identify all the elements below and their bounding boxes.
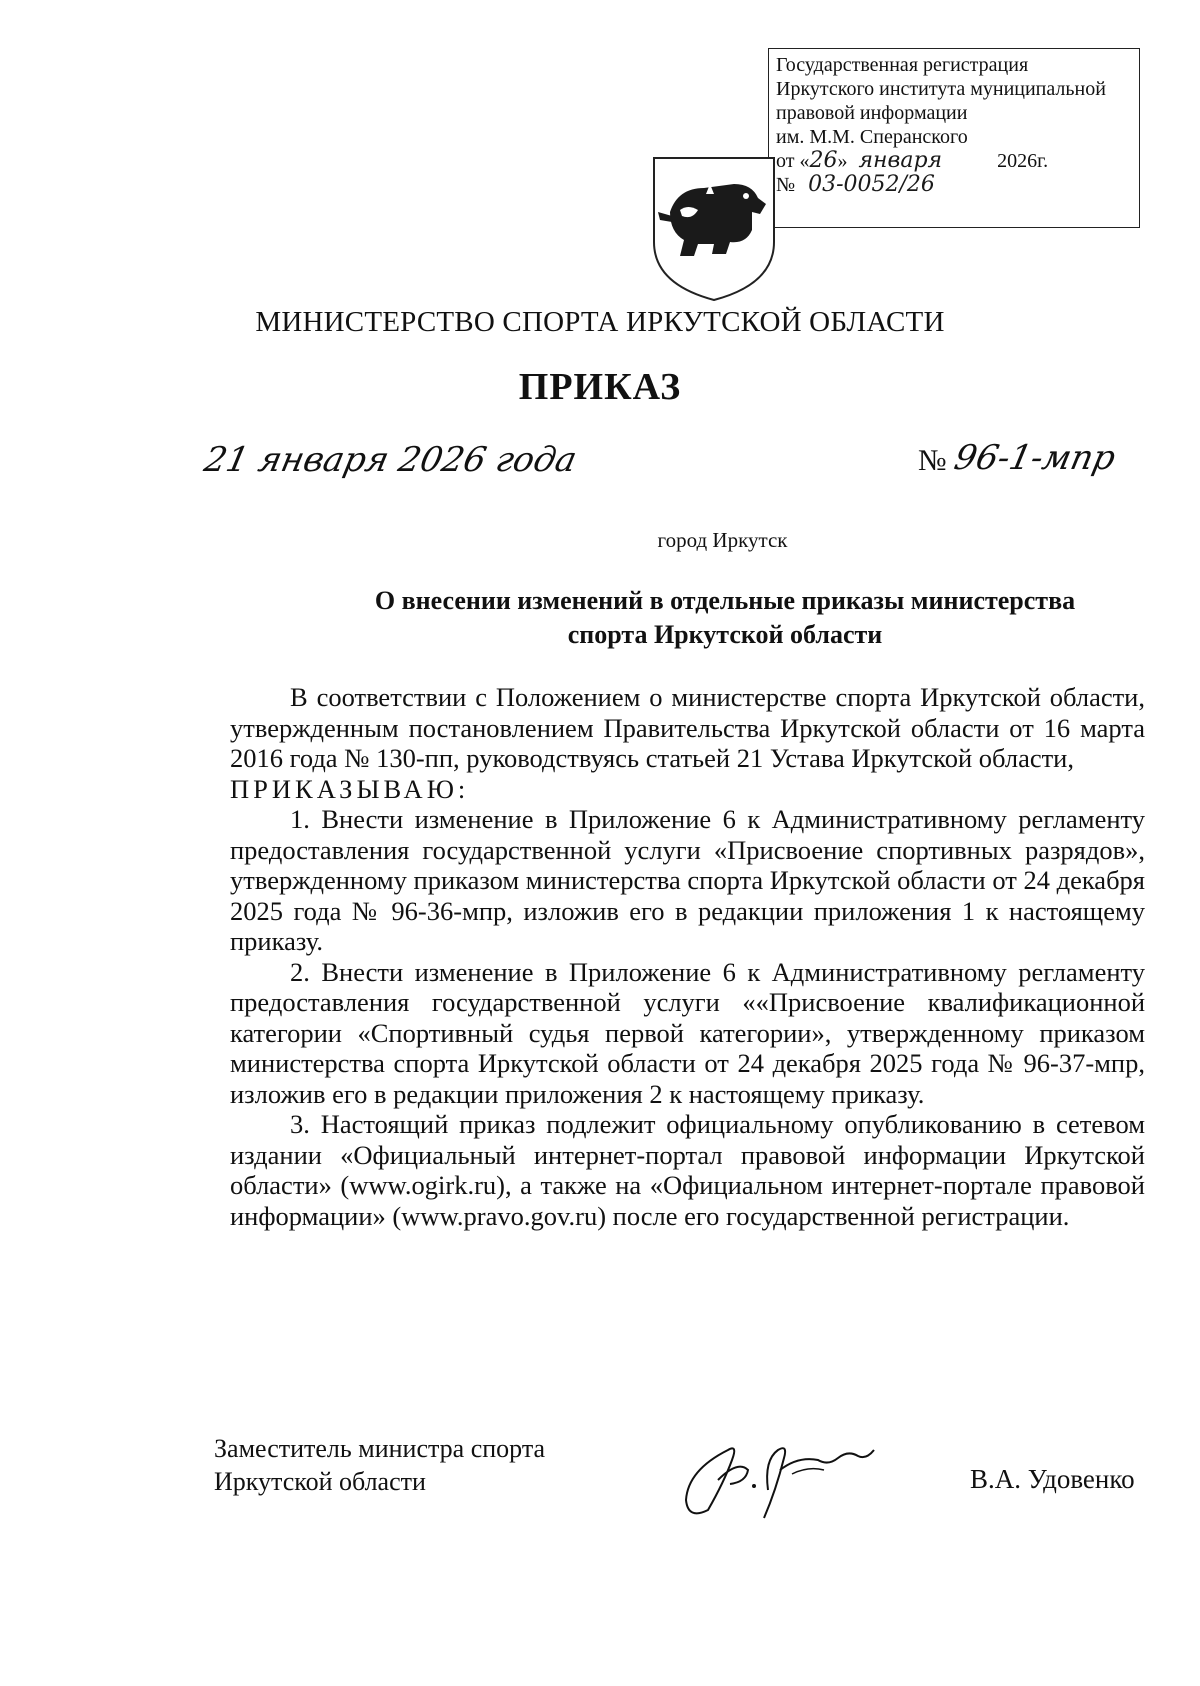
registration-date-month: января xyxy=(858,148,943,173)
registration-date-year: 2026 xyxy=(997,150,1038,172)
signer-name: В.А. Удовенко xyxy=(970,1464,1135,1494)
city: город Иркутск xyxy=(657,528,788,552)
preamble-paragraph: В соответствии с Положением о министерстве спорта Иркутской области, утвержденным постановлением Правительства Иркутской области от 16 марта 2016 года № 130-пп, руководствуясь статьей 21 Устава Иркутской области, xyxy=(230,682,1145,773)
handwritten-signature xyxy=(668,1420,888,1530)
order-item-3: 3. Настоящий приказ подлежит официальному опубликованию в сетевом издании «Официальный интернет-портал правовой информации Иркутской области» (www.ogirk.ru), а также на «Официальном интернет-портале правовой информации» (www.pravo.gov.ru) после его государственной регистрации. xyxy=(230,1109,1145,1231)
registration-date-mid: » xyxy=(837,150,848,172)
registration-date-suffix: г. xyxy=(1037,150,1049,172)
order-subject xyxy=(290,584,1160,652)
signer-position-line-1: Заместитель министра спорта xyxy=(214,1434,546,1463)
registration-date xyxy=(776,149,1133,173)
registration-number-prefix: № xyxy=(776,174,796,196)
order-item-1: 1. Внести изменение в Приложение 6 к Административному регламенту предоставления государственной услуги «Присвоение спортивных разрядов», утвержденному приказом министерства спорта Иркутской области от 24 декабря 2025 года № 96-36-мпр, изложив его в редакции приложения 1 к настоящему приказу. xyxy=(230,804,1145,956)
order-number-handwritten: 96-1-мпр xyxy=(950,438,1119,478)
registration-stamp xyxy=(768,48,1140,228)
order-word: ПРИКАЗЫВАЮ: xyxy=(230,773,470,804)
signer-position-line-2: Иркутской области xyxy=(214,1467,426,1496)
subject-line-1: О внесении изменений в отдельные приказы министерства xyxy=(374,586,1076,615)
registration-date-day: 26 xyxy=(809,148,838,173)
signer-position xyxy=(214,1432,545,1498)
registration-line-4: им. М.М. Сперанского xyxy=(776,126,968,148)
order-date-handwritten: 21 января 2026 года xyxy=(200,440,581,480)
document-type: ПРИКАЗ xyxy=(518,366,682,408)
registration-line-1: Государственная регистрация xyxy=(776,54,1029,76)
order-number-label: № xyxy=(918,444,947,477)
registration-number xyxy=(776,173,1133,197)
order-body xyxy=(230,682,1145,1231)
registration-line-2: Иркутского института муниципальной xyxy=(776,78,1106,100)
order-item-2: 2. Внести изменение в Приложение 6 к Административному регламенту предоставления государственной услуги ««Присвоение квалификационной категории «Спортивный судья первой категории», утвержденному приказом министерства спорта Иркутской области от 24 декабря 2025 года № 96-37-мпр, изложив его в редакции приложения 2 к настоящему приказу. xyxy=(230,956,1145,1109)
subject-line-2: спорта Иркутской области xyxy=(567,620,883,649)
coat-of-arms-icon xyxy=(648,154,780,304)
registration-date-prefix: от « xyxy=(776,150,810,172)
registration-line-3: правовой информации xyxy=(776,102,968,124)
ministry-name: МИНИСТЕРСТВО СПОРТА ИРКУТСКОЙ ОБЛАСТИ xyxy=(255,306,945,338)
registration-number-value: 03-0052/26 xyxy=(808,172,935,197)
